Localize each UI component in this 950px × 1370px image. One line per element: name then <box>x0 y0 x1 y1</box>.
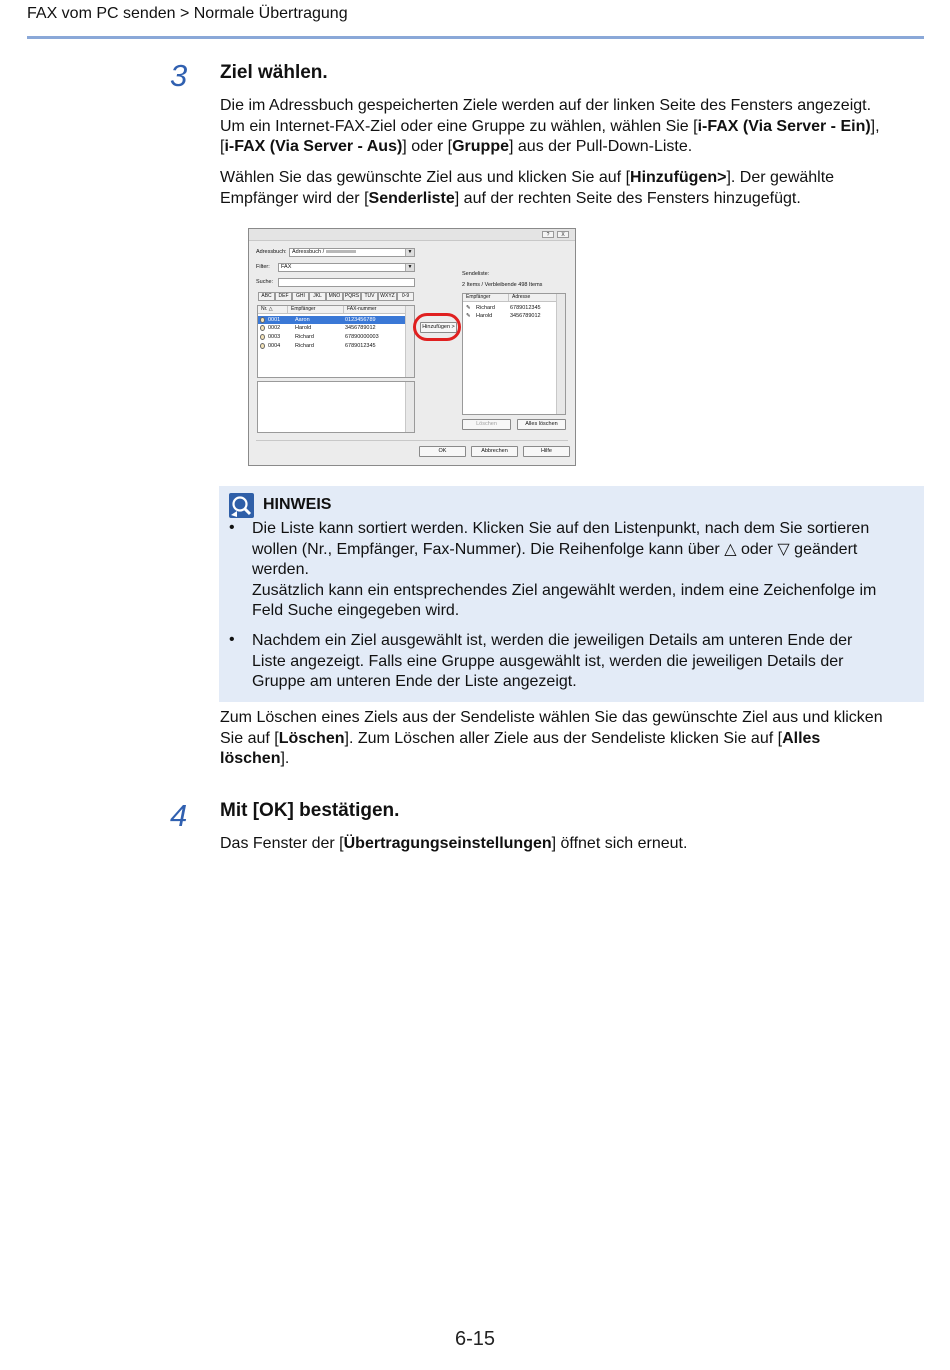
address-list[interactable] <box>257 305 415 378</box>
note-icon <box>229 493 254 518</box>
tab-ghi[interactable]: GHI <box>292 292 309 301</box>
list-item[interactable]: 0004 Richard 6789012345 <box>258 342 414 350</box>
note-line: werden. <box>252 561 309 578</box>
note-line: Die Liste kann sortiert werden. Klicken Sie auf den Listenpunkt, nach dem Sie sortieren <box>252 520 870 537</box>
paragraph-line: Wählen Sie das gewünschte Ziel aus und klicken Sie auf [Hinzufügen>]. Der gewählte <box>220 169 835 186</box>
bullet: • <box>229 519 235 536</box>
tab-wxyz[interactable]: WXYZ <box>378 292 397 301</box>
help-button[interactable]: Hilfe <box>523 446 570 457</box>
list-item[interactable]: 0002 Harold 3456789012 <box>258 324 414 332</box>
suche-label: Suche: <box>256 279 274 285</box>
header-divider <box>27 36 924 39</box>
cancel-button[interactable]: Abbrechen <box>471 446 518 457</box>
paragraph-line: Sie auf [Löschen]. Zum Löschen aller Ziele aus der Sendeliste klicken Sie auf [Alles <box>220 729 821 747</box>
paragraph-line: Zum Löschen eines Ziels aus der Sendeliste wählen Sie das gewünschte Ziel aus und klicken <box>220 709 883 726</box>
tab-pqrs[interactable]: PQRS <box>344 293 360 299</box>
note-line: wollen (Nr., Empfänger, Fax-Nummer). Die Reihenfolge kann über △ oder ▽ geändert <box>252 540 858 558</box>
filter-label: Filter: <box>256 264 270 270</box>
delete-all-button[interactable]: Alles löschen <box>517 419 566 430</box>
note-line: Gruppe am unteren Ende der Liste angezeigt. <box>252 673 577 690</box>
step-3-paragraph-3 <box>220 708 925 770</box>
tab-def[interactable]: DEF <box>275 292 292 301</box>
page-number: 6-15 <box>454 1328 496 1350</box>
note-item-2 <box>252 631 920 693</box>
send-list[interactable] <box>462 293 566 415</box>
step-number-3: 3 <box>170 58 188 93</box>
adressbuch-select[interactable]: Adressbuch / ▼ <box>289 248 415 257</box>
list-item[interactable]: 0003 Richard 67890000003 <box>258 333 414 341</box>
fax-icon: ✎ <box>466 313 471 319</box>
send-list-scrollbar[interactable] <box>556 294 565 414</box>
fax-icon: ✎ <box>466 305 471 311</box>
sendeliste-count: 2 Items / Verbleibende 498 Items <box>462 282 543 288</box>
contact-icon <box>260 343 265 349</box>
list-item[interactable]: ✎ Richard 6789012345 <box>466 305 541 311</box>
list-scrollbar[interactable] <box>405 306 414 377</box>
note-item-1 <box>252 519 920 622</box>
contact-icon <box>260 334 265 340</box>
ok-button[interactable]: OK <box>419 446 466 457</box>
note-line: Zusätzlich kann ein entsprechendes Ziel angewählt werden, indem eine Zeichenfolge im <box>252 581 877 599</box>
step-4-paragraph <box>220 834 925 855</box>
search-input[interactable] <box>278 278 415 287</box>
filter-select[interactable]: FAX ▼ <box>278 263 415 272</box>
paragraph-line: Die im Adressbuch gespeicherten Ziele werden auf der linken Seite des Fensters angezeigt. <box>220 97 872 114</box>
list-item[interactable]: 0001 Aaron 0123456789 <box>258 316 406 324</box>
details-box <box>257 381 415 433</box>
contact-icon <box>260 325 265 331</box>
close-title-button[interactable]: X <box>557 231 569 238</box>
paragraph-line: Empfänger wird der [Senderliste] auf der rechten Seite des Fensters hinzugefügt. <box>220 189 801 207</box>
column-header-address[interactable]: Adresse <box>509 294 557 302</box>
delete-button[interactable]: Löschen <box>462 419 511 430</box>
column-header-nr[interactable]: Nr. △ <box>258 306 288 314</box>
tab-abc[interactable]: ABC <box>258 292 275 301</box>
alphabet-tabs <box>258 292 414 301</box>
note-line: Liste angezeigt. Falls eine Gruppe ausgewählt ist, werden die jeweiligen Details der <box>252 652 844 670</box>
column-header-recipient[interactable]: Empfänger <box>288 306 344 314</box>
dialog-titlebar <box>249 229 575 241</box>
tab-0-9[interactable]: 0-9 <box>397 292 414 301</box>
note-title: HINWEIS <box>263 496 332 513</box>
paragraph-line: Das Fenster der [Übertragungseinstellungen] öffnet sich erneut. <box>220 835 688 852</box>
contact-icon <box>260 317 265 323</box>
dialog-divider <box>256 440 568 441</box>
chevron-down-icon: ▼ <box>405 249 414 256</box>
sendeliste-label: Sendeliste: <box>462 271 490 277</box>
step-3-title: Ziel wählen. <box>220 62 328 83</box>
note-line: Nachdem ein Ziel ausgewählt ist, werden die jeweiligen Details am unteren Ende der <box>252 632 853 649</box>
column-header-recipient[interactable]: Empfänger <box>463 294 509 302</box>
list-item[interactable]: ✎ Harold 3456789012 <box>466 313 541 319</box>
details-scrollbar[interactable] <box>405 382 414 432</box>
bullet: • <box>229 631 235 648</box>
paragraph-line: Um ein Internet-FAX-Ziel oder eine Gruppe zu wählen, wählen Sie [i-FAX (Via Server - Ein)], <box>220 117 880 135</box>
add-button[interactable]: Hinzufügen > <box>420 322 457 333</box>
step-3-paragraph-2 <box>220 168 925 209</box>
step-3-paragraph-1 <box>220 96 925 158</box>
highlight-ring <box>413 313 461 341</box>
chevron-down-icon: ▼ <box>405 264 414 271</box>
tab-tuv[interactable]: TUV <box>361 292 378 301</box>
step-number-4: 4 <box>170 798 188 833</box>
step-4-title: Mit [OK] bestätigen. <box>220 800 400 821</box>
note-line: Feld Suche eingegeben wird. <box>252 602 460 619</box>
tab-mno[interactable]: MNO <box>326 292 343 301</box>
breadcrumb: FAX vom PC senden > Normale Übertragung <box>27 5 348 22</box>
column-header-fax[interactable]: FAX-nummer <box>344 306 406 314</box>
paragraph-line: löschen]. <box>220 750 290 767</box>
help-title-button[interactable]: ? <box>542 231 554 238</box>
tab-jkl[interactable]: JKL <box>309 292 326 301</box>
adressbuch-label: Adressbuch: <box>256 249 287 255</box>
paragraph-line: [i-FAX (Via Server - Aus)] oder [Gruppe] aus der Pull-Down-Liste. <box>220 138 693 155</box>
